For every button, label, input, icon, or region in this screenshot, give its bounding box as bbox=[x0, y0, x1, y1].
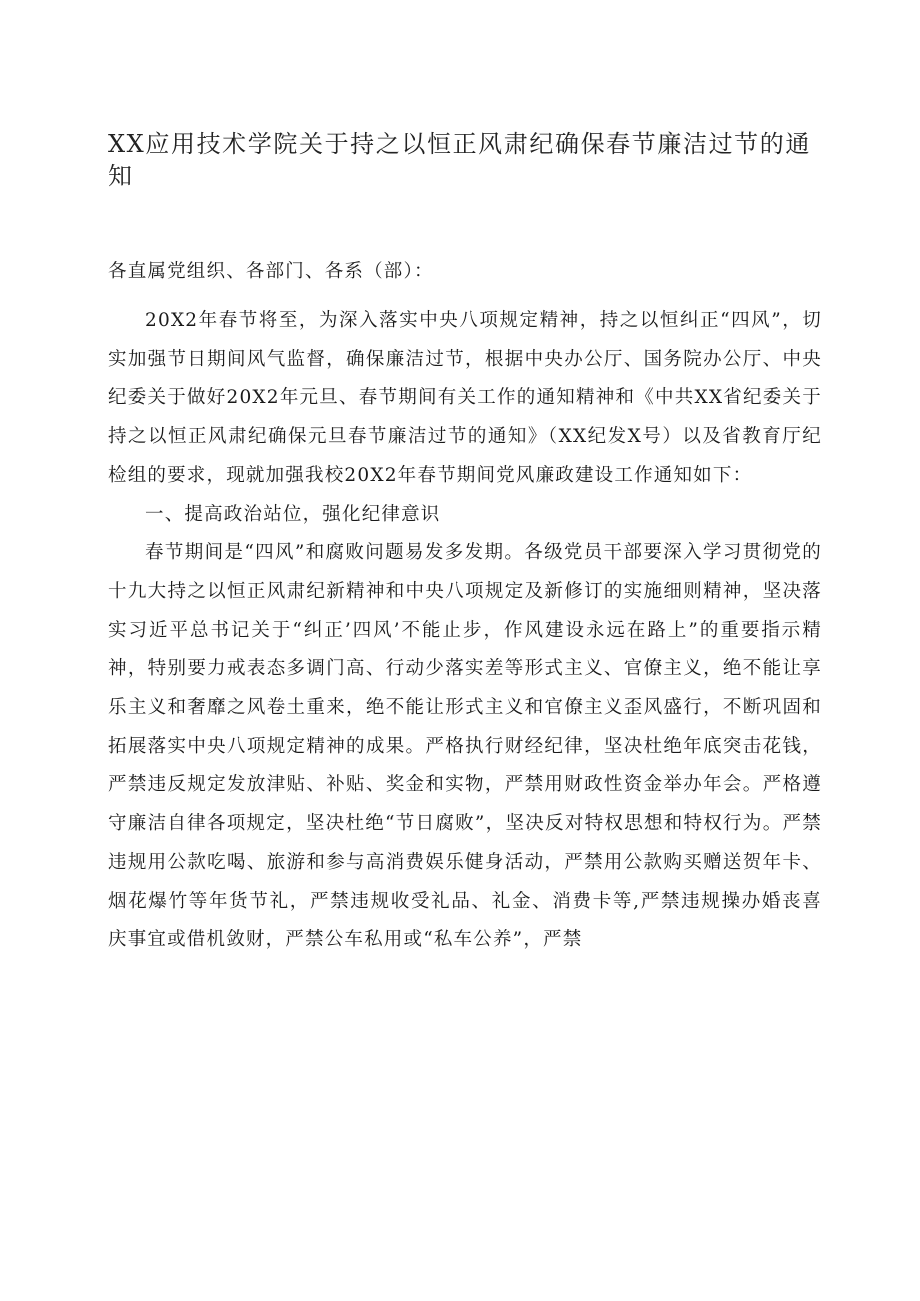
document-body bbox=[108, 302, 822, 960]
intro-paragraph: 20X2年春节将至，为深入落实中央八项规定精神，持之以恒纠正“四风”，切实加强节日期间风气监督，确保廉洁过节，根据中央办公厅、国务院办公厅、中央纪委关于做好20X2年元旦、春节期间有关工作的通知精神和《中共XX省纪委关于持之以恒正风肃纪确保元旦春节廉洁过节的通知》（XX纪发X号）以及省教育厅纪检组的要求，现就加强我校20X2年春节期间党风廉政建设工作通知如下： bbox=[108, 310, 822, 486]
section-1-paragraph: 春节期间是“四风”和腐败问题易发多发期。各级党员干部要深入学习贯彻党的十九大持之以恒正风肃纪新精神和中央八项规定及新修订的实施细则精神，坚决落实习近平总书记关于“纠正’四风’不能止步，作风建设永远在路上”的重要指示精神，特别要力戒表态多调门高、行动少落实差等形式主义、官僚主义，绝不能让享乐主义和奢靡之风卷土重来，绝不能让形式主义和官僚主义歪风盛行，不断巩固和拓展落实中央八项规定精神的成果。严格执行财经纪律，坚决杜绝年底突击花钱，严禁违反规定发放津贴、补贴、奖金和实物，严禁用财政性资金举办年会。严格遵守廉洁自律各项规定，坚决杜绝“节日腐败”，坚决反对特权思想和特权行为。严禁违规用公款吃喝、旅游和参与高消费娱乐健身活动，严禁用公款购买赠送贺年卡、烟花爆竹等年货节礼，严禁违规收受礼品、礼金、消费卡等,严禁违规操办婚丧喜庆事宜或借机敛财，严禁公车私用或“私车公养”，严禁 bbox=[108, 542, 822, 951]
section-heading-1: 一、提高政治站位，强化纪律意识 bbox=[145, 503, 441, 525]
document-title: XX应用技术学院关于持之以恒正风肃纪确保春节廉洁过节的通知 bbox=[108, 130, 811, 190]
salutation: 各直属党组织、各部门、各系（部）： bbox=[108, 261, 434, 282]
